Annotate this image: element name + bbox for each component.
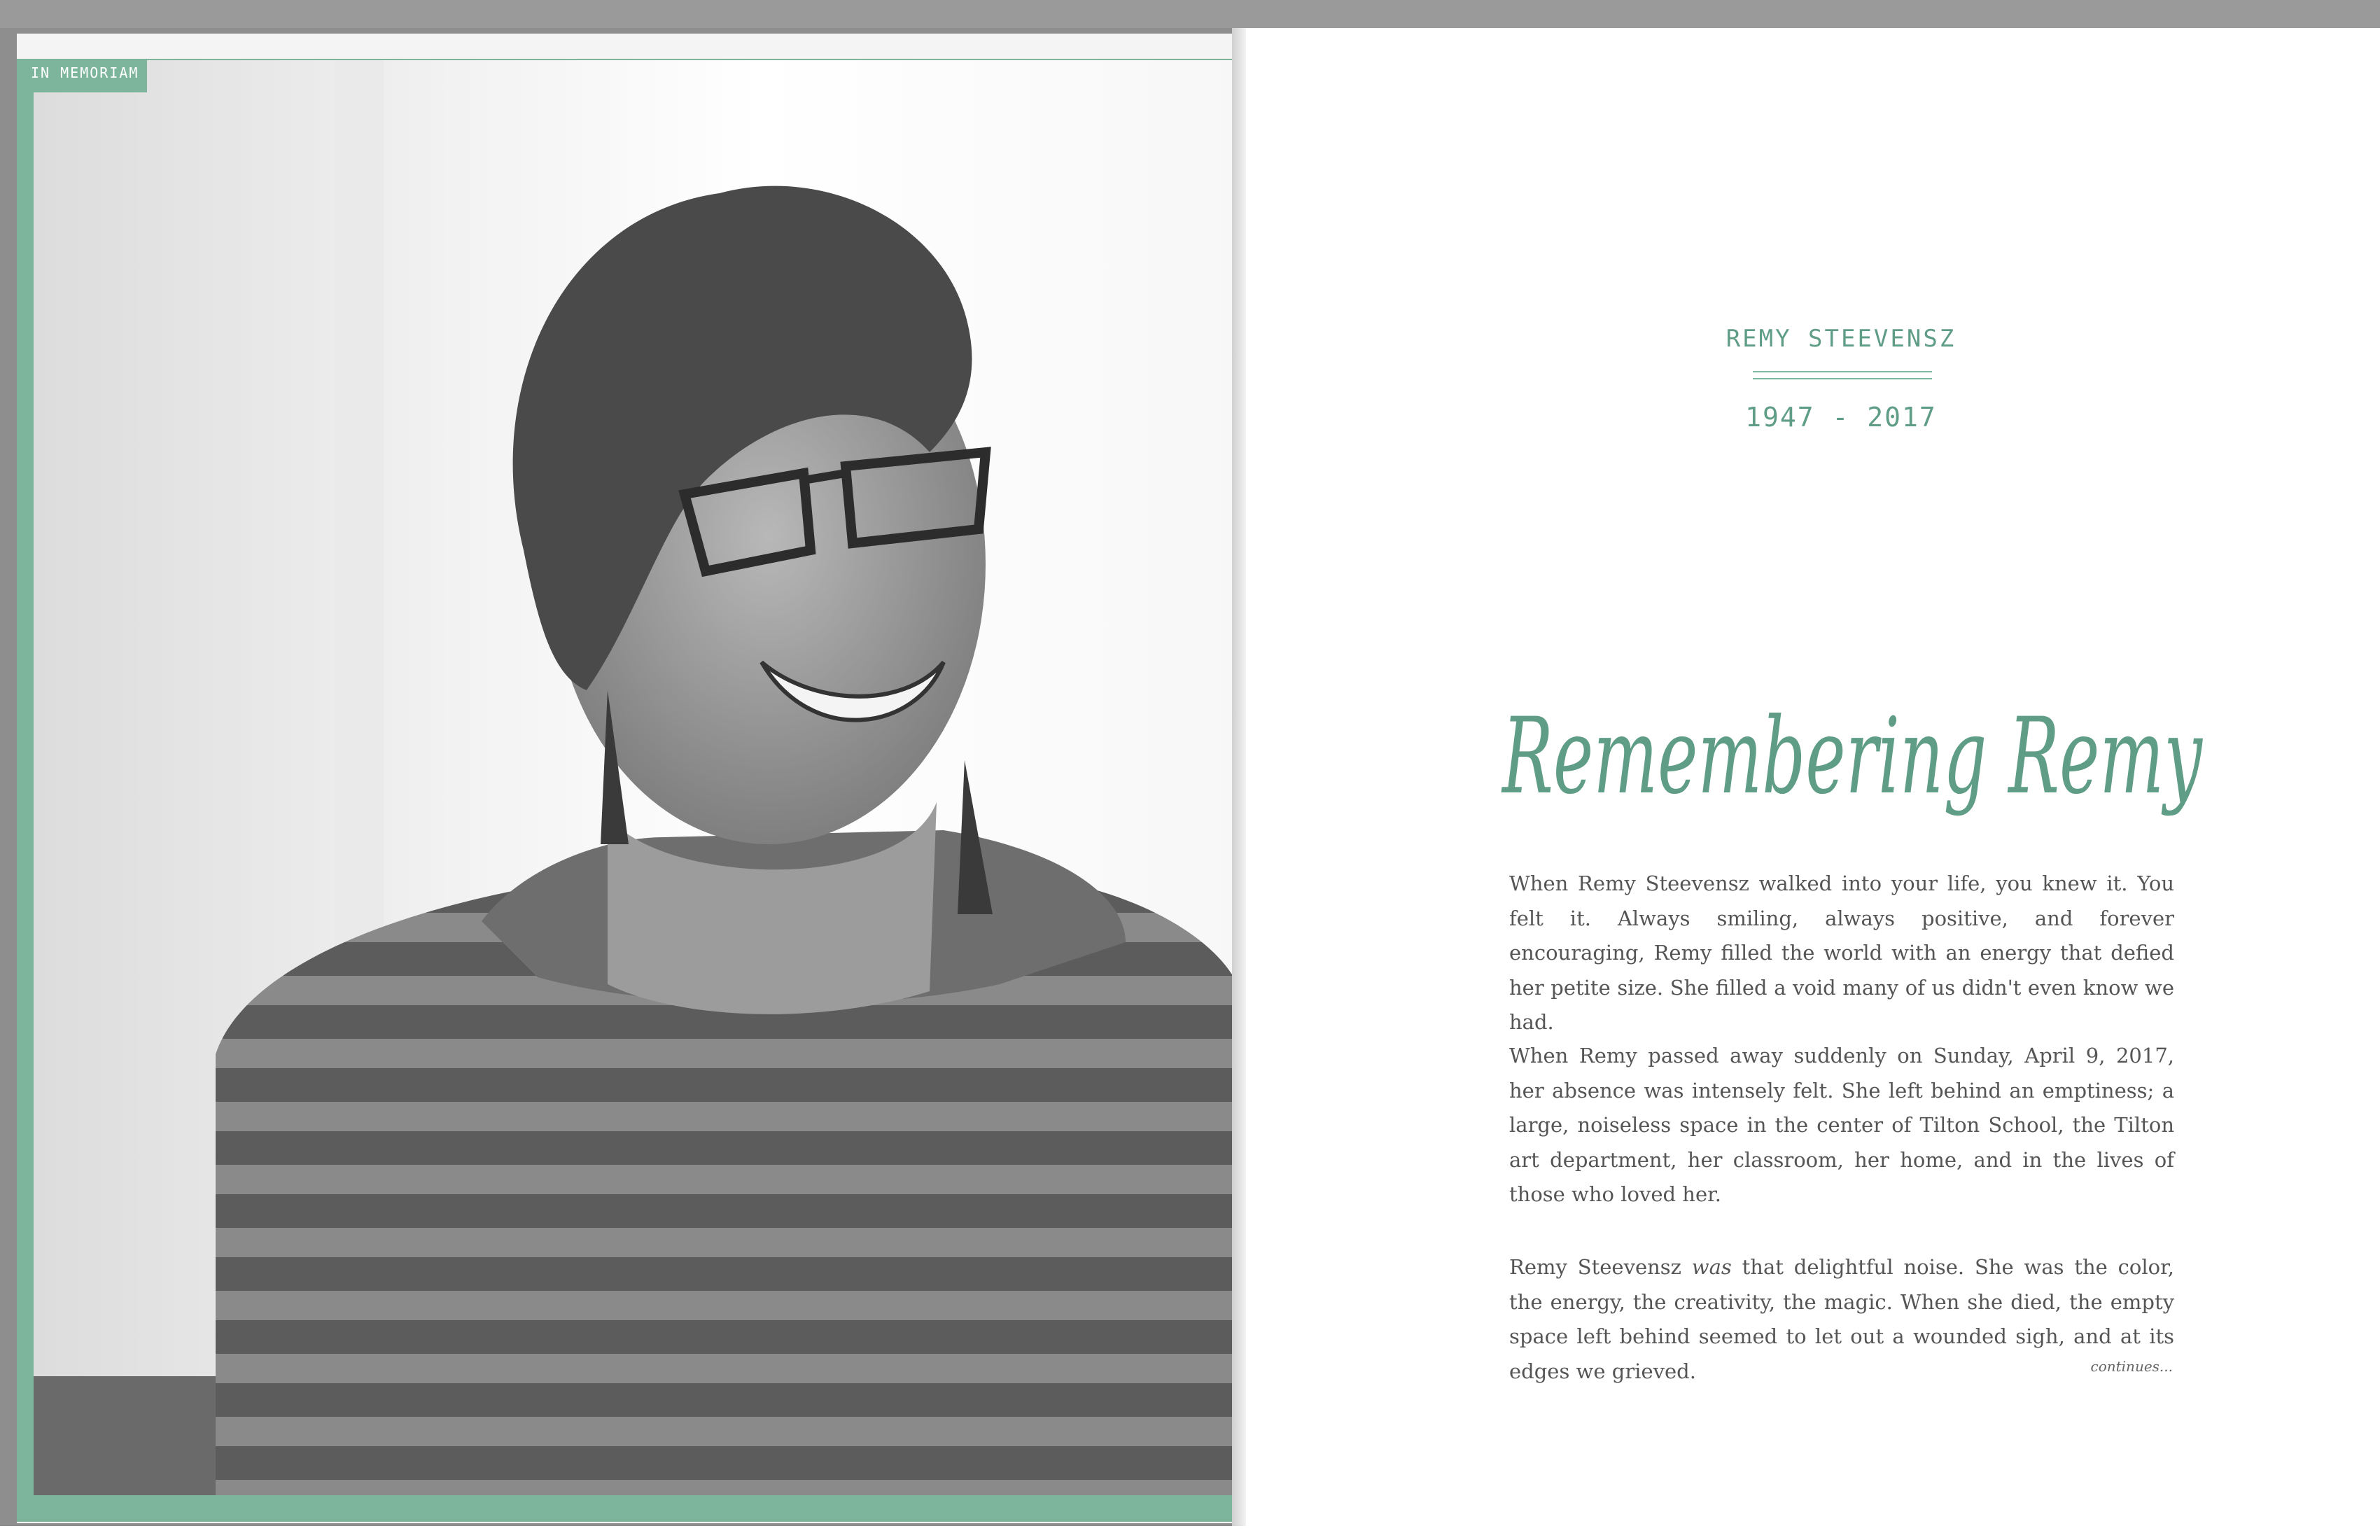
paragraph-3-start: Remy Steevensz [1509,1255,1692,1279]
paragraph-3-emphasis: was [1691,1255,1732,1279]
portrait-illustration [34,60,1245,1495]
continues-note: continues... [2090,1358,2173,1375]
heading-script [1495,708,2209,862]
scan-edge-top [0,0,2380,28]
memorial-years: 1947 - 2017 [1745,402,1937,433]
heading-text: Remembering Remy [1501,708,2204,818]
paragraph-2: When Remy passed away suddenly on Sunday, April 9, 2017, her absence was intensely felt. She left behind an emptiness; a large, noiseless space in the center of Tilton School, the Tilton art department, her classroom, her home, and in the lives of those who loved her. [1509,1044,2174,1206]
page-gutter [1232,28,1246,1533]
memorial-name: REMY STEEVENSZ [1726,325,1956,353]
name-underline-top [1753,371,1932,372]
section-label: IN MEMORIAM [31,64,139,81]
scan-edge-bottom [0,1526,2380,1540]
paragraph-3-end: that delightful noise. She was the color, the energy, the creativity, the magic. When she died, the empty space left behind seemed to let out a wounded sigh, and at its edges we grieved. [1509,1255,2175,1383]
name-underline-bottom [1753,378,1932,379]
paragraph-1: When Remy Steevensz walked into your life, you knew it. You felt it. Always smiling, always positive, and forever encouraging, Remy filled the world with an energy that defied her petite size. She filled a void many of us didn't even know we had. [1509,872,2174,1034]
portrait-photo [34,60,1245,1495]
